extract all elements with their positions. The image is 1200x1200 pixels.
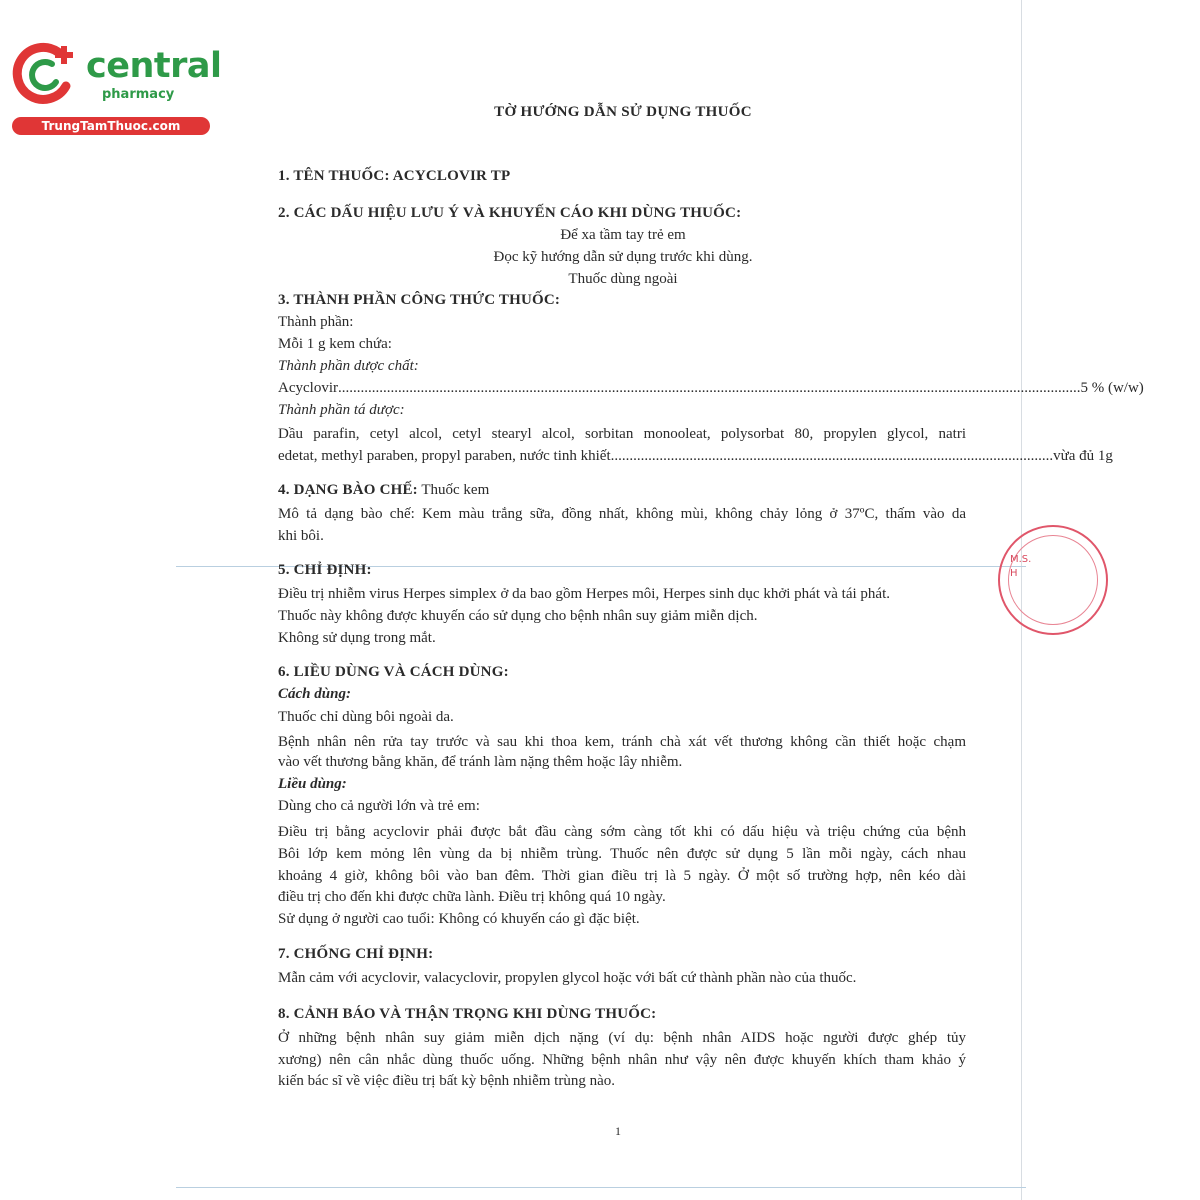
dose-label: Liều dùng: (278, 776, 347, 792)
warning-line-1: Để xa tầm tay trẻ em (560, 227, 686, 243)
per-gram-label: Mỗi 1 g kem chứa: (278, 336, 392, 352)
logo-cross-icon (12, 40, 80, 108)
warning-text-line-1: Ở những bệnh nhân suy giảm miễn dịch nặng (ví dụ: bệnh nhân AIDS hoặc người được ghép tủy (278, 1030, 966, 1046)
contraindication-line-1: Mẫn cảm với acyclovir, valacyclovir, propylen glycol hoặc với bất cứ thành phần nào của thuốc. (278, 970, 857, 986)
indication-line-2: Thuốc này không được khuyến cáo sử dụng cho bệnh nhân suy giảm miễn dịch. (278, 608, 758, 624)
indication-line-3: Không sử dụng trong mắt. (278, 630, 436, 646)
stamp-text: M.S. H (1010, 554, 1032, 579)
logo-subtitle: pharmacy (102, 87, 175, 102)
dose-line-4: khoảng 4 giờ, không bôi vào ban đêm. Thời gian điều trị là 5 ngày. Ở một số trường hợp, nên kéo dài (278, 868, 966, 884)
page-number: 1 (615, 1124, 621, 1138)
section-7-heading: 7. CHỐNG CHỈ ĐỊNH: (278, 946, 434, 962)
excipient-label: Thành phần tá dược: (278, 402, 405, 418)
section-8-heading: 8. CẢNH BÁO VÀ THẬN TRỌNG KHI DÙNG THUỐC: (278, 1006, 657, 1022)
section-6-heading: 6. LIỀU DÙNG VÀ CÁCH DÙNG: (278, 664, 509, 680)
warning-text-line-3: kiến bác sĩ về việc điều trị bất kỳ bệnh nhiễm trùng nào. (278, 1073, 615, 1089)
section-4-heading: 4. DẠNG BÀO CHẾ: (278, 482, 418, 498)
section-1-heading: 1. TÊN THUỐC: ACYCLOVIR TP (278, 168, 511, 184)
dose-line-3: Bôi lớp kem mỏng lên vùng da bị nhiễm trùng. Thuốc nên được sử dụng 5 lần mỗi ngày, cách nhau (278, 846, 966, 862)
active-ingredient-label: Thành phần dược chất: (278, 358, 419, 374)
usage-label: Cách dùng: (278, 686, 351, 702)
red-stamp (998, 525, 1058, 635)
active-ingredient-amount: 5 % (w/w) (1080, 380, 1144, 396)
usage-line-1: Thuốc chỉ dùng bôi ngoài da. (278, 709, 454, 725)
usage-line-3: vào vết thương bằng khăn, để tránh làm nặng thêm hoặc lây nhiễm. (278, 754, 683, 770)
dosage-form-value: Thuốc kem (421, 482, 490, 498)
composition-label: Thành phần: (278, 314, 354, 330)
dosage-form-desc-2: khi bôi. (278, 528, 324, 544)
section-5-heading: 5. CHỈ ĐỊNH: (278, 562, 372, 578)
logo-website[interactable]: TrungTamThuoc.com (12, 117, 210, 135)
section-4-row (278, 479, 489, 501)
excipient-row (278, 445, 1113, 467)
usage-line-2: Bệnh nhân nên rửa tay trước và sau khi thoa kem, tránh chà xát vết thương không cần thiết hoặc chạm (278, 734, 966, 750)
warning-text-line-2: xương) nên cân nhắc dùng thuốc uống. Những bệnh nhân như vậy nên được khuyến khích tham khảo ý (278, 1052, 966, 1068)
dose-line-1: Dùng cho cả người lớn và trẻ em: (278, 798, 480, 814)
logo-brand: central (86, 46, 222, 86)
dose-line-6: Sử dụng ở người cao tuổi: Không có khuyến cáo gì đặc biệt. (278, 911, 640, 927)
central-pharmacy-logo (12, 36, 222, 136)
warning-line-3: Thuốc dùng ngoài (568, 271, 678, 287)
excipient-names: edetat, methyl paraben, propyl paraben, nước tinh khiết (278, 448, 611, 464)
excipient-line-1: Dầu parafin, cetyl alcol, cetyl stearyl alcol, sorbitan monooleat, polysorbat 80, propylen glycol, natri (278, 426, 966, 442)
indication-line-1: Điều trị nhiễm virus Herpes simplex ở da bao gồm Herpes môi, Herpes sinh dục khởi phát và tái phát. (278, 586, 890, 602)
section-3-heading: 3. THÀNH PHẦN CÔNG THỨC THUỐC: (278, 292, 561, 308)
active-ingredient-name: Acyclovir (278, 380, 338, 396)
excipient-amount: vừa đủ 1g (1053, 448, 1113, 464)
doc-title: TỜ HƯỚNG DẪN SỬ DỤNG THUỐC (494, 104, 752, 120)
scan-line-bottom (176, 1187, 1026, 1188)
leader-dots: ...................................................................................................................... (610, 448, 1054, 464)
dose-line-2: Điều trị bằng acyclovir phải được bắt đầu càng sớm càng tốt khi có dấu hiệu và triệu chứng của bệnh (278, 824, 966, 840)
dosage-form-desc-1: Mô tả dạng bào chế: Kem màu trắng sữa, đồng nhất, không mùi, không chảy lỏng ở 37ºC, thấm vào da (278, 506, 966, 522)
dose-line-5: điều trị cho đến khi được chữa lành. Điều trị không quá 10 ngày. (278, 889, 666, 905)
warning-line-2: Đọc kỹ hướng dẫn sử dụng trước khi dùng. (493, 249, 753, 265)
active-ingredient-row (278, 377, 1144, 399)
section-2-heading: 2. CÁC DẤU HIỆU LƯU Ý VÀ KHUYẾN CÁO KHI DÙNG THUỐC: (278, 205, 742, 221)
leader-dots: ...................................................................................................................................................................................................... (337, 380, 1081, 396)
